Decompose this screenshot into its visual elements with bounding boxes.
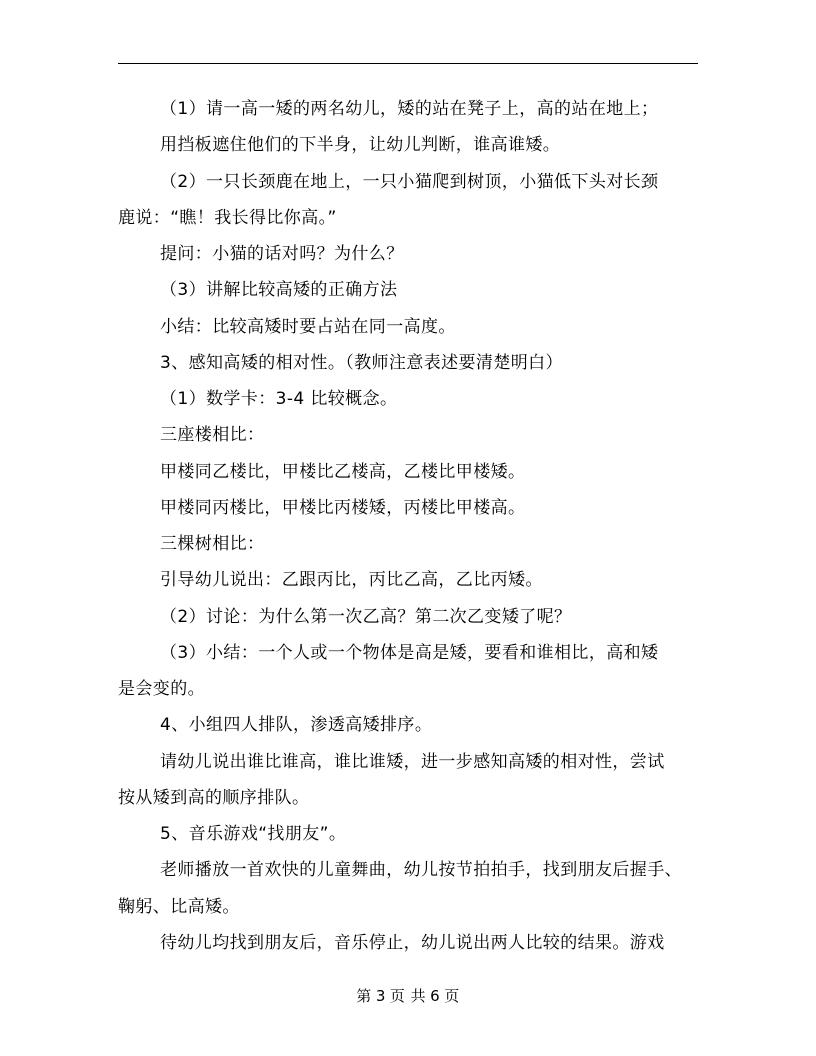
paragraph-line: （1）数学卡：3-4 比较概念。 [160, 389, 398, 409]
paragraph-line: 甲楼同乙楼比，甲楼比乙楼高，乙楼比甲楼矮。 [160, 462, 526, 482]
header-rule [118, 63, 698, 64]
paragraph-line: 5、音乐游戏“找朋友”。 [160, 824, 347, 844]
total-pages-number: 6 [430, 987, 441, 1005]
paragraph-line: 4、小组四人排队，渗透高矮排序。 [160, 715, 433, 735]
paragraph-line: （3）讲解比较高矮的正确方法 [160, 280, 398, 300]
page-label-suffix: 页 [444, 987, 460, 1005]
paragraph-line: （3）小结：一个人或一个物体是高是矮，要看和谁相比，高和矮 [160, 643, 659, 663]
paragraph-line: 待幼儿均找到朋友后，音乐停止，幼儿说出两人比较的结果。游戏 [160, 933, 665, 953]
paragraph-line: 按从矮到高的顺序排队。 [118, 788, 310, 808]
paragraph-line: 鹿说：“瞧！我长得比你高。” [118, 208, 337, 228]
paragraph-line: 引导幼儿说出：乙跟丙比，丙比乙高，乙比丙矮。 [160, 570, 543, 590]
paragraph-line: 请幼儿说出谁比谁高，谁比谁矮，进一步感知高矮的相对性，尝试 [160, 752, 665, 772]
page-label-mid: 页 共 [389, 987, 427, 1005]
paragraph-line: 是会变的。 [118, 679, 205, 699]
paragraph-line: 鞠躬、比高矮。 [118, 897, 240, 917]
paragraph-line: 三座楼相比： [160, 425, 265, 445]
current-page-number: 3 [375, 987, 386, 1005]
page-footer [0, 986, 816, 1006]
paragraph-line: （2）一只长颈鹿在地上，一只小猫爬到树顶，小猫低下头对长颈 [160, 172, 659, 192]
paragraph-line: 小结：比较高矮时要占站在同一高度。 [160, 317, 456, 337]
paragraph-line: （1）请一高一矮的两名幼儿，矮的站在凳子上，高的站在地上； [160, 99, 659, 119]
paragraph-line: （2）讨论：为什么第一次乙高？第二次乙变矮了呢？ [160, 607, 572, 627]
paragraph-line: 3、感知高矮的相对性。（教师注意表述要清楚明白） [160, 353, 563, 373]
paragraph-line: 甲楼同丙楼比，甲楼比丙楼矮，丙楼比甲楼高。 [160, 498, 526, 518]
paragraph-line: 老师播放一首欢快的儿童舞曲，幼儿按节拍拍手，找到朋友后握手、 [160, 860, 682, 880]
paragraph-line: 提问：小猫的话对吗？为什么？ [160, 244, 404, 264]
paragraph-line: 用挡板遮住他们的下半身，让幼儿判断，谁高谁矮。 [160, 135, 561, 155]
paragraph-line: 三棵树相比： [160, 534, 265, 554]
page-label-prefix: 第 [356, 987, 372, 1005]
